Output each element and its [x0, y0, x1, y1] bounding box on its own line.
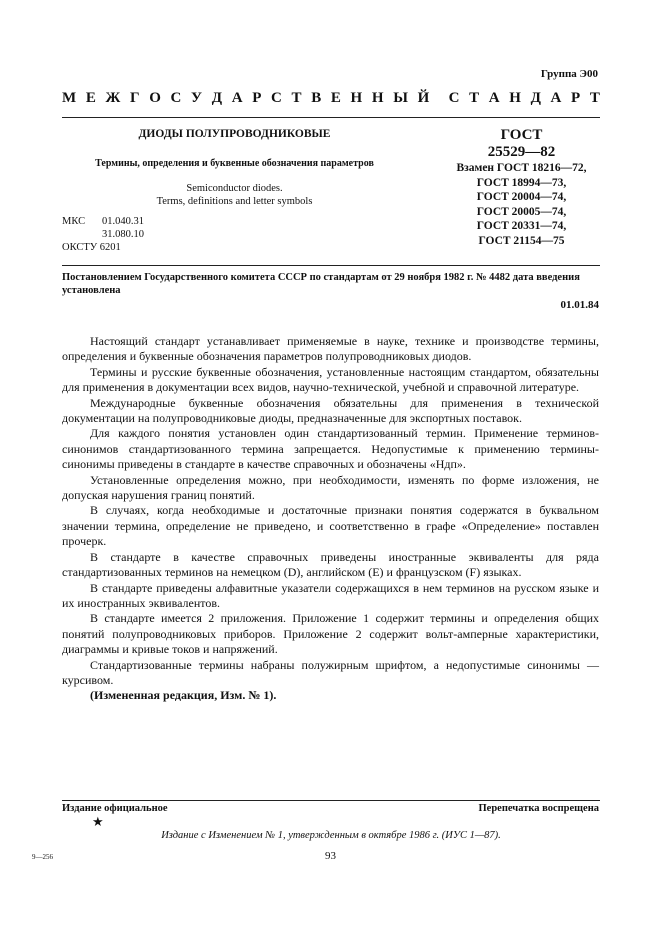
- document-title: ДИОДЫ ПОЛУПРОВОДНИКОВЫЕ: [138, 128, 331, 140]
- banner-letter: С: [271, 90, 282, 106]
- replaced-standard: ГОСТ 21154—75: [478, 234, 565, 247]
- body-paragraph: Международные буквенные обозначения обязательны для применения в технической документации на полупроводниковые диоды, предназначенные для экспортных поставок.: [62, 395, 599, 426]
- body-paragraph: Термины и русские буквенные обозначения, установленные настоящим стандартом, обязательны для применения в документации всех видов, научно-технической, учебной и справочной литературе.: [62, 364, 599, 395]
- mks-label: МКС: [62, 216, 86, 227]
- banner-letter: Й: [417, 90, 430, 106]
- mks-value-1: 01.040.31: [102, 216, 144, 227]
- edition-note: Издание с Изменением № 1, утвержденным в октябре 1986 г. (ИУС 1—87).: [161, 830, 501, 841]
- banner-letter: Д: [211, 90, 223, 106]
- amendment-note: (Измененная редакция, Изм. № 1).: [90, 688, 277, 703]
- banner-letter: Е: [330, 90, 341, 106]
- body-paragraph: Стандартизованные термины набраны полужирным шрифтом, а недопустимые синонимы — курсивом.: [62, 657, 599, 687]
- banner-letter: Г: [130, 90, 140, 106]
- classification-codes: [62, 215, 144, 254]
- english-title-line2: Terms, definitions and letter symbols: [156, 196, 313, 207]
- footer-rule: [62, 800, 600, 801]
- banner-letter: Н: [371, 90, 384, 106]
- mks-value-2: 31.080.10: [102, 229, 144, 240]
- banner-letter: Е: [85, 90, 96, 106]
- english-title-line1: Semiconductor diodes.: [186, 183, 283, 194]
- banner-letter: Т: [469, 90, 480, 106]
- decree-text: Постановлением Государственного комитета СССР по стандартам от 29 ноября 1982 г. № 4482 дата введения установлена: [62, 272, 580, 296]
- gost-block: [440, 127, 603, 248]
- okstu-code: ОКСТУ 6201: [62, 242, 121, 253]
- banner-letter: Н: [350, 90, 363, 106]
- body-paragraph: В случаях, когда необходимые и достаточные признаки понятия содержатся в буквальном значении термина, определение не приведено, и соответственно в графе «Определение» поставлен прочерк.: [62, 503, 599, 549]
- body-paragraph: Установленные определения можно, при необходимости, изменять по форме изложения, не допуская нарушения границ понятий.: [62, 472, 599, 503]
- body-paragraph: В стандарте приведены алфавитные указатели содержащихся в нем терминов на русском языке и их иностранных эквивалентов.: [62, 580, 599, 610]
- star-icon: ★: [92, 814, 104, 829]
- body-paragraph: В стандарте в качестве справочных приведены иностранные эквиваленты для ряда стандартизованных терминов на немецком (D), английском (E) и французском (F) языках.: [62, 549, 599, 580]
- replaced-standard: ГОСТ 20005—74,: [476, 205, 567, 218]
- banner-letter: А: [488, 90, 500, 106]
- header-rule: [62, 117, 600, 118]
- print-code: 9—256: [32, 853, 53, 861]
- banner-letter: Ж: [105, 90, 121, 106]
- replaced-standard: Взамен ГОСТ 18216—72,: [456, 162, 587, 174]
- banner-letter: О: [149, 90, 161, 106]
- gost-label: ГОСТ: [500, 127, 543, 143]
- replaced-standard: ГОСТ 18994—73,: [476, 176, 567, 189]
- body-text: [62, 334, 599, 704]
- banner-letter: М: [62, 90, 77, 106]
- banner-letter: У: [191, 90, 203, 106]
- introduction-date: 01.01.84: [560, 299, 599, 311]
- banner-letter: Т: [291, 90, 302, 106]
- group-code: Группа Э00: [540, 68, 598, 80]
- banner-letter: С: [448, 90, 460, 106]
- banner-letter: Ы: [393, 90, 408, 106]
- banner-letter: Н: [509, 90, 521, 106]
- banner-letter: А: [550, 90, 562, 106]
- replaced-standard: ГОСТ 20331—74,: [476, 220, 567, 232]
- banner-letter: В: [311, 90, 322, 106]
- reprint-prohibited-label: Перепечатка воспрещена: [478, 803, 599, 814]
- banner-letter: Д: [530, 90, 541, 106]
- replaces-list: [440, 161, 603, 248]
- gost-number: 25529—82: [487, 144, 556, 160]
- official-edition-label: Издание официальное: [62, 803, 168, 814]
- banner-letter: А: [231, 90, 243, 106]
- replaced-standard: ГОСТ 20004—74,: [476, 191, 567, 203]
- standard-banner: [62, 90, 600, 107]
- body-paragraph: Для каждого понятия установлен один стандартизованный термин. Применение терминов-синонимов стандартизованного термина запрещается. Недопустимые к применению термины-синонимы приведены в стандарте в качестве справочных и обозначены «Ндп».: [62, 426, 599, 472]
- document-subtitle: Термины, определения и буквенные обозначения параметров: [95, 158, 374, 169]
- decree-rule: [62, 265, 600, 266]
- banner-letter: Т: [589, 90, 600, 106]
- banner-letter: Р: [571, 90, 581, 106]
- english-title: [62, 182, 407, 208]
- banner-letter: Р: [252, 90, 262, 106]
- body-paragraph: Настоящий стандарт устанавливает применяемые в науке, технике и производстве термины, определения и буквенные обозначения параметров полупроводниковых диодов.: [62, 334, 599, 364]
- body-paragraph: В стандарте имеется 2 приложения. Приложение 1 содержит термины и определения общих понятий полупроводниковых приборов. Приложение 2 содержит вольт-амперные характеристики, диаграммы и кривые токов и напряжений.: [62, 611, 599, 657]
- page-number: 93: [325, 850, 336, 862]
- banner-letter: С: [170, 90, 182, 106]
